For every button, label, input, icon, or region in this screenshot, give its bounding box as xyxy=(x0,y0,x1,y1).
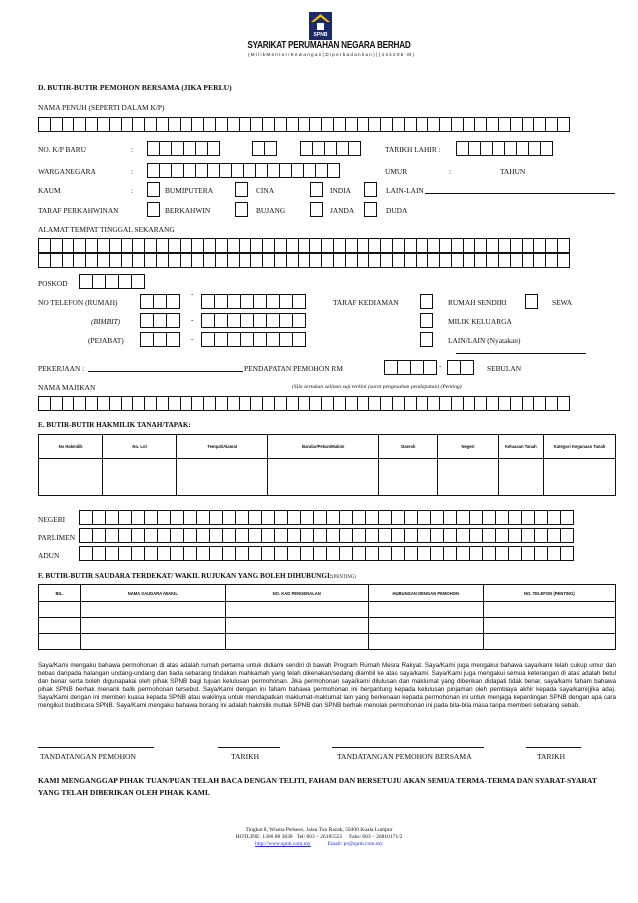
char-box[interactable] xyxy=(196,528,210,543)
char-box[interactable] xyxy=(404,546,418,561)
char-box[interactable] xyxy=(482,510,496,525)
char-box[interactable] xyxy=(240,332,254,347)
char-box[interactable] xyxy=(131,510,145,525)
footer-hotline: HOTLINE: 1300 88 3838 Tel: 603 – 26185555 Faks: 603 – 26810171/2 xyxy=(235,834,403,840)
char-box[interactable] xyxy=(140,332,154,347)
char-box[interactable] xyxy=(300,528,314,543)
char-box[interactable] xyxy=(157,528,171,543)
char-box[interactable] xyxy=(144,546,158,561)
tel-rumah-boxes-1[interactable] xyxy=(140,294,179,309)
char-box[interactable] xyxy=(300,546,314,561)
signature-bersama-label: TANDATANGAN PEMOHON BERSAMA xyxy=(337,752,472,761)
col-nama-saudara: NAMA SAUDARA /WAKIL xyxy=(80,585,225,602)
char-box[interactable] xyxy=(92,546,106,561)
nama-majikan-label: NAMA MAJIKAN xyxy=(38,383,96,392)
no-kp-boxes-1[interactable] xyxy=(147,141,219,156)
char-box[interactable] xyxy=(560,510,574,525)
char-box[interactable] xyxy=(105,510,119,525)
taraf-perkahwinan-label: TARAF PERKAHWINAN xyxy=(38,206,119,215)
char-box[interactable] xyxy=(313,546,327,561)
negeri-boxes[interactable] xyxy=(79,510,573,525)
colon: : xyxy=(449,167,452,176)
closing-statement: KAMI MENGANGGAP PIHAK TUAN/PUAN TELAH BACA DENGAN TELITI, FAHAM DAN BERSETUJU AKAN SEMUA TERMA-TERMA DAN SYARAT-SYARAT YANG TELAH DIBERIKAN OLEH PIHAK KAMI. xyxy=(38,776,597,797)
char-box[interactable] xyxy=(79,528,93,543)
pendapatan-boxes-1[interactable] xyxy=(384,360,436,375)
logo-text: SPNB xyxy=(313,32,328,38)
col-negeri: Negeri xyxy=(438,435,498,459)
char-box[interactable] xyxy=(326,546,340,561)
char-box[interactable] xyxy=(339,546,353,561)
char-box[interactable] xyxy=(417,510,431,525)
kaum-label: KAUM xyxy=(38,186,61,195)
rumah-sendiri-checkbox[interactable] xyxy=(420,294,433,309)
lain-lain-line[interactable] xyxy=(425,193,615,194)
char-box[interactable] xyxy=(118,528,132,543)
char-box[interactable] xyxy=(105,274,119,289)
char-box[interactable] xyxy=(227,332,241,347)
char-box[interactable] xyxy=(456,510,470,525)
char-box[interactable] xyxy=(534,528,548,543)
warganegara-boxes[interactable] xyxy=(147,163,339,178)
col-hubungan: HUBUNGAN DENGAN PEMOHON xyxy=(368,585,483,602)
colon: : xyxy=(131,145,134,154)
char-box[interactable] xyxy=(313,510,327,525)
char-box[interactable] xyxy=(222,510,236,525)
char-box[interactable] xyxy=(508,510,522,525)
signature-line-pemohon[interactable] xyxy=(38,747,154,748)
char-box[interactable] xyxy=(410,360,424,375)
char-box[interactable] xyxy=(209,546,223,561)
char-box[interactable] xyxy=(170,546,184,561)
bimbit-boxes-2[interactable] xyxy=(201,313,305,328)
poskod-label: POSKOD xyxy=(38,279,68,288)
signature-line-bersama[interactable] xyxy=(332,747,484,748)
pejabat-boxes-1[interactable] xyxy=(140,332,179,347)
char-box[interactable] xyxy=(534,510,548,525)
lain-nyatakan-label: LAIN/LAIN (Nyatakan) xyxy=(448,336,521,345)
char-box[interactable] xyxy=(235,546,249,561)
char-box[interactable] xyxy=(521,510,535,525)
bujang-label: BUJANG xyxy=(256,206,286,215)
dash: - xyxy=(191,289,194,298)
bumiputera-checkbox[interactable] xyxy=(147,182,160,197)
saudara-table xyxy=(38,584,616,650)
char-box[interactable] xyxy=(105,528,119,543)
table-row[interactable] xyxy=(39,618,616,634)
pejabat-label: (PEJABAT) xyxy=(88,336,124,345)
char-box[interactable] xyxy=(292,332,306,347)
nama-penuh-boxes[interactable] xyxy=(38,117,569,132)
char-box[interactable] xyxy=(214,332,228,347)
signature-pemohon-label: TANDATANGAN PEMOHON xyxy=(40,752,137,761)
dash: - xyxy=(543,136,546,145)
janda-checkbox[interactable] xyxy=(310,202,323,217)
char-box[interactable] xyxy=(196,510,210,525)
table-header-row xyxy=(39,585,616,602)
milik-keluarga-checkbox[interactable] xyxy=(420,313,433,328)
tahun-label: TAHUN xyxy=(500,167,526,176)
char-box[interactable] xyxy=(348,141,361,156)
char-box[interactable] xyxy=(261,510,275,525)
char-box[interactable] xyxy=(508,528,522,543)
char-box[interactable] xyxy=(131,546,145,561)
section-f-title-text: F. BUTIR-BUTIR SAUDARA TERDEKAT/ WAKIL RUJUKAN YANG BOLEH DIHUBUNGI: xyxy=(38,572,333,580)
pendapatan-label: PENDAPATAN PEMOHON RM xyxy=(244,364,343,373)
section-e-title: E. BUTIR-BUTIR HAKMILIK TANAH/TAPAK: xyxy=(38,421,191,429)
char-box[interactable] xyxy=(469,546,483,561)
janda-label: JANDA xyxy=(330,206,355,215)
negeri-label: NEGERI xyxy=(38,515,66,524)
char-box[interactable] xyxy=(521,528,535,543)
milik-keluarga-label: MILIK KELUARGA xyxy=(448,317,512,326)
parlimen-boxes[interactable] xyxy=(79,528,573,543)
colon: : xyxy=(131,186,134,195)
char-box[interactable] xyxy=(153,294,167,309)
char-box[interactable] xyxy=(261,528,275,543)
col-bandar: Bandar/Pekan/Mukim xyxy=(268,435,379,459)
char-box[interactable] xyxy=(264,141,277,156)
table-row[interactable] xyxy=(39,459,616,496)
char-box[interactable] xyxy=(469,528,483,543)
char-box[interactable] xyxy=(430,546,444,561)
char-box[interactable] xyxy=(201,313,215,328)
website-link[interactable]: http://www.spnb.com.my xyxy=(255,841,311,847)
nama-penuh-label: NAMA PENUH (SEPERTI DALAM K/P) xyxy=(38,103,165,112)
char-box[interactable] xyxy=(92,510,106,525)
char-box[interactable] xyxy=(201,332,215,347)
section-f-title xyxy=(38,572,356,580)
dash: - xyxy=(191,334,194,343)
tel-rumah-boxes-2[interactable] xyxy=(201,294,305,309)
char-box[interactable] xyxy=(495,546,509,561)
char-box[interactable] xyxy=(430,528,444,543)
char-box[interactable] xyxy=(404,528,418,543)
tarikh-label-1: TARIKH xyxy=(231,752,260,761)
char-box[interactable] xyxy=(253,294,267,309)
char-box[interactable] xyxy=(201,294,215,309)
tarikh-lahir-boxes[interactable] xyxy=(456,141,552,156)
char-box[interactable] xyxy=(92,274,106,289)
bujang-checkbox[interactable] xyxy=(235,202,248,217)
char-box[interactable] xyxy=(157,546,171,561)
company-subtitle: ( M i l i k M e n t e r i K e w a n g a n ( D i p e r b a d a n k a n ) ) ( 4 4 4 2 0 5 - M ) xyxy=(248,52,414,57)
char-box[interactable] xyxy=(443,546,457,561)
table-row[interactable] xyxy=(39,634,616,650)
pejabat-boxes-2[interactable] xyxy=(201,332,305,347)
char-box[interactable] xyxy=(235,510,249,525)
char-box[interactable] xyxy=(248,528,262,543)
char-box[interactable] xyxy=(207,141,220,156)
char-box[interactable] xyxy=(153,313,167,328)
char-box[interactable] xyxy=(105,546,119,561)
char-box[interactable] xyxy=(404,510,418,525)
char-box[interactable] xyxy=(365,546,379,561)
colon: : xyxy=(131,167,134,176)
rumah-sendiri-label: RUMAH SENDIRI xyxy=(448,298,507,307)
col-daerah: Daerah xyxy=(379,435,438,459)
pekerjaan-line[interactable] xyxy=(88,371,243,372)
char-box[interactable] xyxy=(227,294,241,309)
char-box[interactable] xyxy=(153,332,167,347)
bimbit-boxes-1[interactable] xyxy=(140,313,179,328)
dash: - xyxy=(494,136,497,145)
char-box[interactable] xyxy=(495,510,509,525)
house-roof-icon xyxy=(309,12,332,32)
char-box[interactable] xyxy=(92,528,106,543)
char-box[interactable] xyxy=(144,528,158,543)
income-note: (Sila sertakan salinan suji terkini (surat pengesahan pendapatan) (Penting) xyxy=(292,384,462,390)
char-box[interactable] xyxy=(443,510,457,525)
char-box[interactable] xyxy=(547,546,561,561)
char-box[interactable] xyxy=(557,396,570,411)
char-box[interactable] xyxy=(327,163,340,178)
char-box[interactable] xyxy=(339,528,353,543)
char-box[interactable] xyxy=(79,274,93,289)
char-box[interactable] xyxy=(557,238,570,253)
char-box[interactable] xyxy=(118,510,132,525)
sebulan-label: SEBULAN xyxy=(487,364,522,373)
umur-label: UMUR xyxy=(385,167,408,176)
char-box[interactable] xyxy=(170,510,184,525)
char-box[interactable] xyxy=(300,510,314,525)
char-box[interactable] xyxy=(222,528,236,543)
dash: - xyxy=(191,315,194,324)
char-box[interactable] xyxy=(339,510,353,525)
char-box[interactable] xyxy=(240,313,254,328)
char-box[interactable] xyxy=(557,117,570,132)
hakmilik-table xyxy=(38,434,616,496)
char-box[interactable] xyxy=(79,546,93,561)
char-box[interactable] xyxy=(495,528,509,543)
no-kp-boxes-2[interactable] xyxy=(252,141,276,156)
company-name: SYARIKAT PERUMAHAN NEGARA BERHAD xyxy=(247,40,411,51)
char-box[interactable] xyxy=(183,528,197,543)
sewa-checkbox[interactable] xyxy=(525,294,538,309)
footer-address: Tingkat 8, Wisma Perkeso, Jalan Tun Razak, 50400 Kuala Lumpur xyxy=(245,827,393,833)
char-box[interactable] xyxy=(560,528,574,543)
char-box[interactable] xyxy=(287,546,301,561)
char-box[interactable] xyxy=(183,510,197,525)
section-d-title: D. BUTIR-BUTIR PEMOHON BERSAMA (JIKA PERLU) xyxy=(38,83,232,92)
nama-majikan-boxes[interactable] xyxy=(38,396,569,411)
india-checkbox[interactable] xyxy=(310,182,323,197)
char-box[interactable] xyxy=(292,313,306,328)
char-box[interactable] xyxy=(365,528,379,543)
char-box[interactable] xyxy=(274,546,288,561)
char-box[interactable] xyxy=(222,546,236,561)
char-box[interactable] xyxy=(547,528,561,543)
char-box[interactable] xyxy=(144,510,158,525)
char-box[interactable] xyxy=(166,332,180,347)
alamat-label: ALAMAT TEMPAT TINGGAL SEKARANG xyxy=(38,225,175,234)
char-box[interactable] xyxy=(266,313,280,328)
col-no-hakmilik: No Hakmilik xyxy=(39,435,103,459)
char-box[interactable] xyxy=(209,528,223,543)
char-box[interactable] xyxy=(196,546,210,561)
char-box[interactable] xyxy=(326,528,340,543)
char-box[interactable] xyxy=(140,294,154,309)
duda-label: DUDA xyxy=(386,206,408,215)
berkahwin-label: BERKAHWIN xyxy=(165,206,211,215)
footer-links xyxy=(0,841,638,847)
char-box[interactable] xyxy=(365,510,379,525)
char-box[interactable] xyxy=(131,528,145,543)
char-box[interactable] xyxy=(378,546,392,561)
no-kp-label: NO. K/P BARU xyxy=(38,145,86,154)
char-box[interactable] xyxy=(391,528,405,543)
alamat-boxes-2[interactable] xyxy=(38,253,569,268)
char-box[interactable] xyxy=(166,294,180,309)
parlimen-label: PARLIMEN xyxy=(38,533,76,542)
char-box[interactable] xyxy=(183,546,197,561)
spnb-logo xyxy=(309,12,332,40)
char-box[interactable] xyxy=(521,546,535,561)
char-box[interactable] xyxy=(240,294,254,309)
signature-line-tarikh-2[interactable] xyxy=(526,747,581,748)
char-box[interactable] xyxy=(253,313,267,328)
lain-nyatakan-line[interactable] xyxy=(456,353,586,354)
char-box[interactable] xyxy=(482,528,496,543)
char-box[interactable] xyxy=(209,510,223,525)
dash: - xyxy=(439,361,442,370)
col-kad-pengenalan: NO. KAD PENGENALAN xyxy=(225,585,368,602)
char-box[interactable] xyxy=(352,510,366,525)
lain-lain-checkbox[interactable] xyxy=(364,182,377,197)
char-box[interactable] xyxy=(274,528,288,543)
bimbit-label: (BIMBIT) xyxy=(91,317,121,326)
cina-checkbox[interactable] xyxy=(235,182,248,197)
pendapatan-boxes-2[interactable] xyxy=(447,360,473,375)
char-box[interactable] xyxy=(313,528,327,543)
poskod-boxes[interactable] xyxy=(79,274,144,289)
char-box[interactable] xyxy=(456,546,470,561)
char-box[interactable] xyxy=(274,510,288,525)
char-box[interactable] xyxy=(430,510,444,525)
char-box[interactable] xyxy=(417,528,431,543)
char-box[interactable] xyxy=(326,510,340,525)
char-box[interactable] xyxy=(287,528,301,543)
char-box[interactable] xyxy=(352,528,366,543)
char-box[interactable] xyxy=(447,360,461,375)
char-box[interactable] xyxy=(557,253,570,268)
col-bil: BIL. xyxy=(39,585,81,602)
char-box[interactable] xyxy=(118,546,132,561)
char-box[interactable] xyxy=(443,528,457,543)
char-box[interactable] xyxy=(417,546,431,561)
lain-lain-label: LAIN-LAIN xyxy=(386,186,424,195)
char-box[interactable] xyxy=(384,360,398,375)
char-box[interactable] xyxy=(157,510,171,525)
char-box[interactable] xyxy=(560,546,574,561)
declaration-text: Saya/Kami mengaku bahawa permohonan di atas adalah rumah pertama untuk didiami sendiri di bawah Program Rumah Mesra Rakyat. Saya/Kami juga mengakui bahawa saya/kami telah cukup umur dan bebas daripada halangan undang-undang dan tiada sebarang tindakan mahkamah yang telah dikenakan/sedang diambil ke atas saya/kami. Saya/Kami juga mengakui semua keterangan di atas adalah betul dan benar serta boleh digunapakai oleh pihak SPNB bagi tujuan kelulusan permohonan. Jika permohonan saya/kami dilulusan dan maklumat yang diberikan didapati tidak benar, saya/kami faham bahawa pihak SPNB berhak menarik balik permohonan tersebut. Saya/Kami dengan ini faham bahawa permohonan ini bergantung kepada kelulusan pinjaman oleh pembiaya akhir kepada saya/kami(jika ada). Saya/Kami dengan ini memberi kuasa kepada SPNB atau wakilnya untuk mendapatkan maklumat-maklumat lain yang berkenaan kepada permohonan ini untuk menjaga kepentingan SPNB dengan apa cara mengikut budibicara SPNB. Saya/Kami mengaku bahawa borang ini adalah hakmilik mutlak SPNB dan SPNB berhak menolak permohonan ini pada bila-bila masa tanpa memberi sebarang sebab. xyxy=(38,662,616,709)
berkahwin-checkbox[interactable] xyxy=(147,202,160,217)
char-box[interactable] xyxy=(547,510,561,525)
col-keluasan: Keluasan Tanah xyxy=(498,435,543,459)
char-box[interactable] xyxy=(166,313,180,328)
sewa-label: SEWA xyxy=(552,298,573,307)
char-box[interactable] xyxy=(235,528,249,543)
char-box[interactable] xyxy=(214,294,228,309)
char-box[interactable] xyxy=(391,546,405,561)
char-box[interactable] xyxy=(397,360,411,375)
taraf-kediaman-label: TARAF KEDIAMAN xyxy=(333,298,399,307)
adun-label: ADUN xyxy=(38,551,60,560)
col-tempat: Tempat/Alamat xyxy=(177,435,268,459)
char-box[interactable] xyxy=(423,360,437,375)
char-box[interactable] xyxy=(140,313,154,328)
char-box[interactable] xyxy=(460,360,474,375)
cina-label: CINA xyxy=(256,186,275,195)
lain-nyatakan-checkbox[interactable] xyxy=(420,332,433,347)
char-box[interactable] xyxy=(391,510,405,525)
tarikh-label-2: TARIKH xyxy=(537,752,566,761)
col-kategori: Kategori Kegunaan Tanah xyxy=(544,435,616,459)
char-box[interactable] xyxy=(540,141,553,156)
india-label: INDIA xyxy=(330,186,351,195)
char-box[interactable] xyxy=(261,546,275,561)
char-box[interactable] xyxy=(279,294,293,309)
char-box[interactable] xyxy=(352,546,366,561)
no-kp-boxes-3[interactable] xyxy=(300,141,360,156)
char-box[interactable] xyxy=(279,332,293,347)
char-box[interactable] xyxy=(253,332,267,347)
char-box[interactable] xyxy=(131,274,145,289)
char-box[interactable] xyxy=(279,313,293,328)
char-box[interactable] xyxy=(248,546,262,561)
char-box[interactable] xyxy=(118,274,132,289)
char-box[interactable] xyxy=(170,528,184,543)
char-box[interactable] xyxy=(287,510,301,525)
col-no-lot: No. Lot xyxy=(103,435,177,459)
tel-rumah-label: NO TELEFON (RUMAH) xyxy=(38,298,118,307)
char-box[interactable] xyxy=(378,510,392,525)
char-box[interactable] xyxy=(508,546,522,561)
footer-email: Email: pr@spnb.com.my xyxy=(327,841,383,847)
char-box[interactable] xyxy=(482,546,496,561)
adun-boxes[interactable] xyxy=(79,546,573,561)
tarikh-lahir-label: TARIKH LAHIR : xyxy=(385,145,441,154)
col-telefon: NO. TELEFON (PENTING) xyxy=(483,585,615,602)
char-box[interactable] xyxy=(469,510,483,525)
bumiputera-label: BUMIPUTERA xyxy=(165,186,214,195)
table-header-row xyxy=(39,435,616,459)
char-box[interactable] xyxy=(534,546,548,561)
duda-checkbox[interactable] xyxy=(364,202,377,217)
char-box[interactable] xyxy=(292,294,306,309)
char-box[interactable] xyxy=(266,332,280,347)
pekerjaan-label: PEKERJAAN : xyxy=(38,364,85,373)
char-box[interactable] xyxy=(456,528,470,543)
char-box[interactable] xyxy=(266,294,280,309)
table-row[interactable] xyxy=(39,602,616,618)
alamat-boxes-1[interactable] xyxy=(38,238,569,253)
char-box[interactable] xyxy=(79,510,93,525)
signature-line-tarikh-1[interactable] xyxy=(218,747,280,748)
char-box[interactable] xyxy=(378,528,392,543)
char-box[interactable] xyxy=(227,313,241,328)
warganegara-label: WARGANEGARA xyxy=(38,167,96,176)
char-box[interactable] xyxy=(214,313,228,328)
penting-tag: (PENTING) xyxy=(332,575,356,580)
char-box[interactable] xyxy=(248,510,262,525)
